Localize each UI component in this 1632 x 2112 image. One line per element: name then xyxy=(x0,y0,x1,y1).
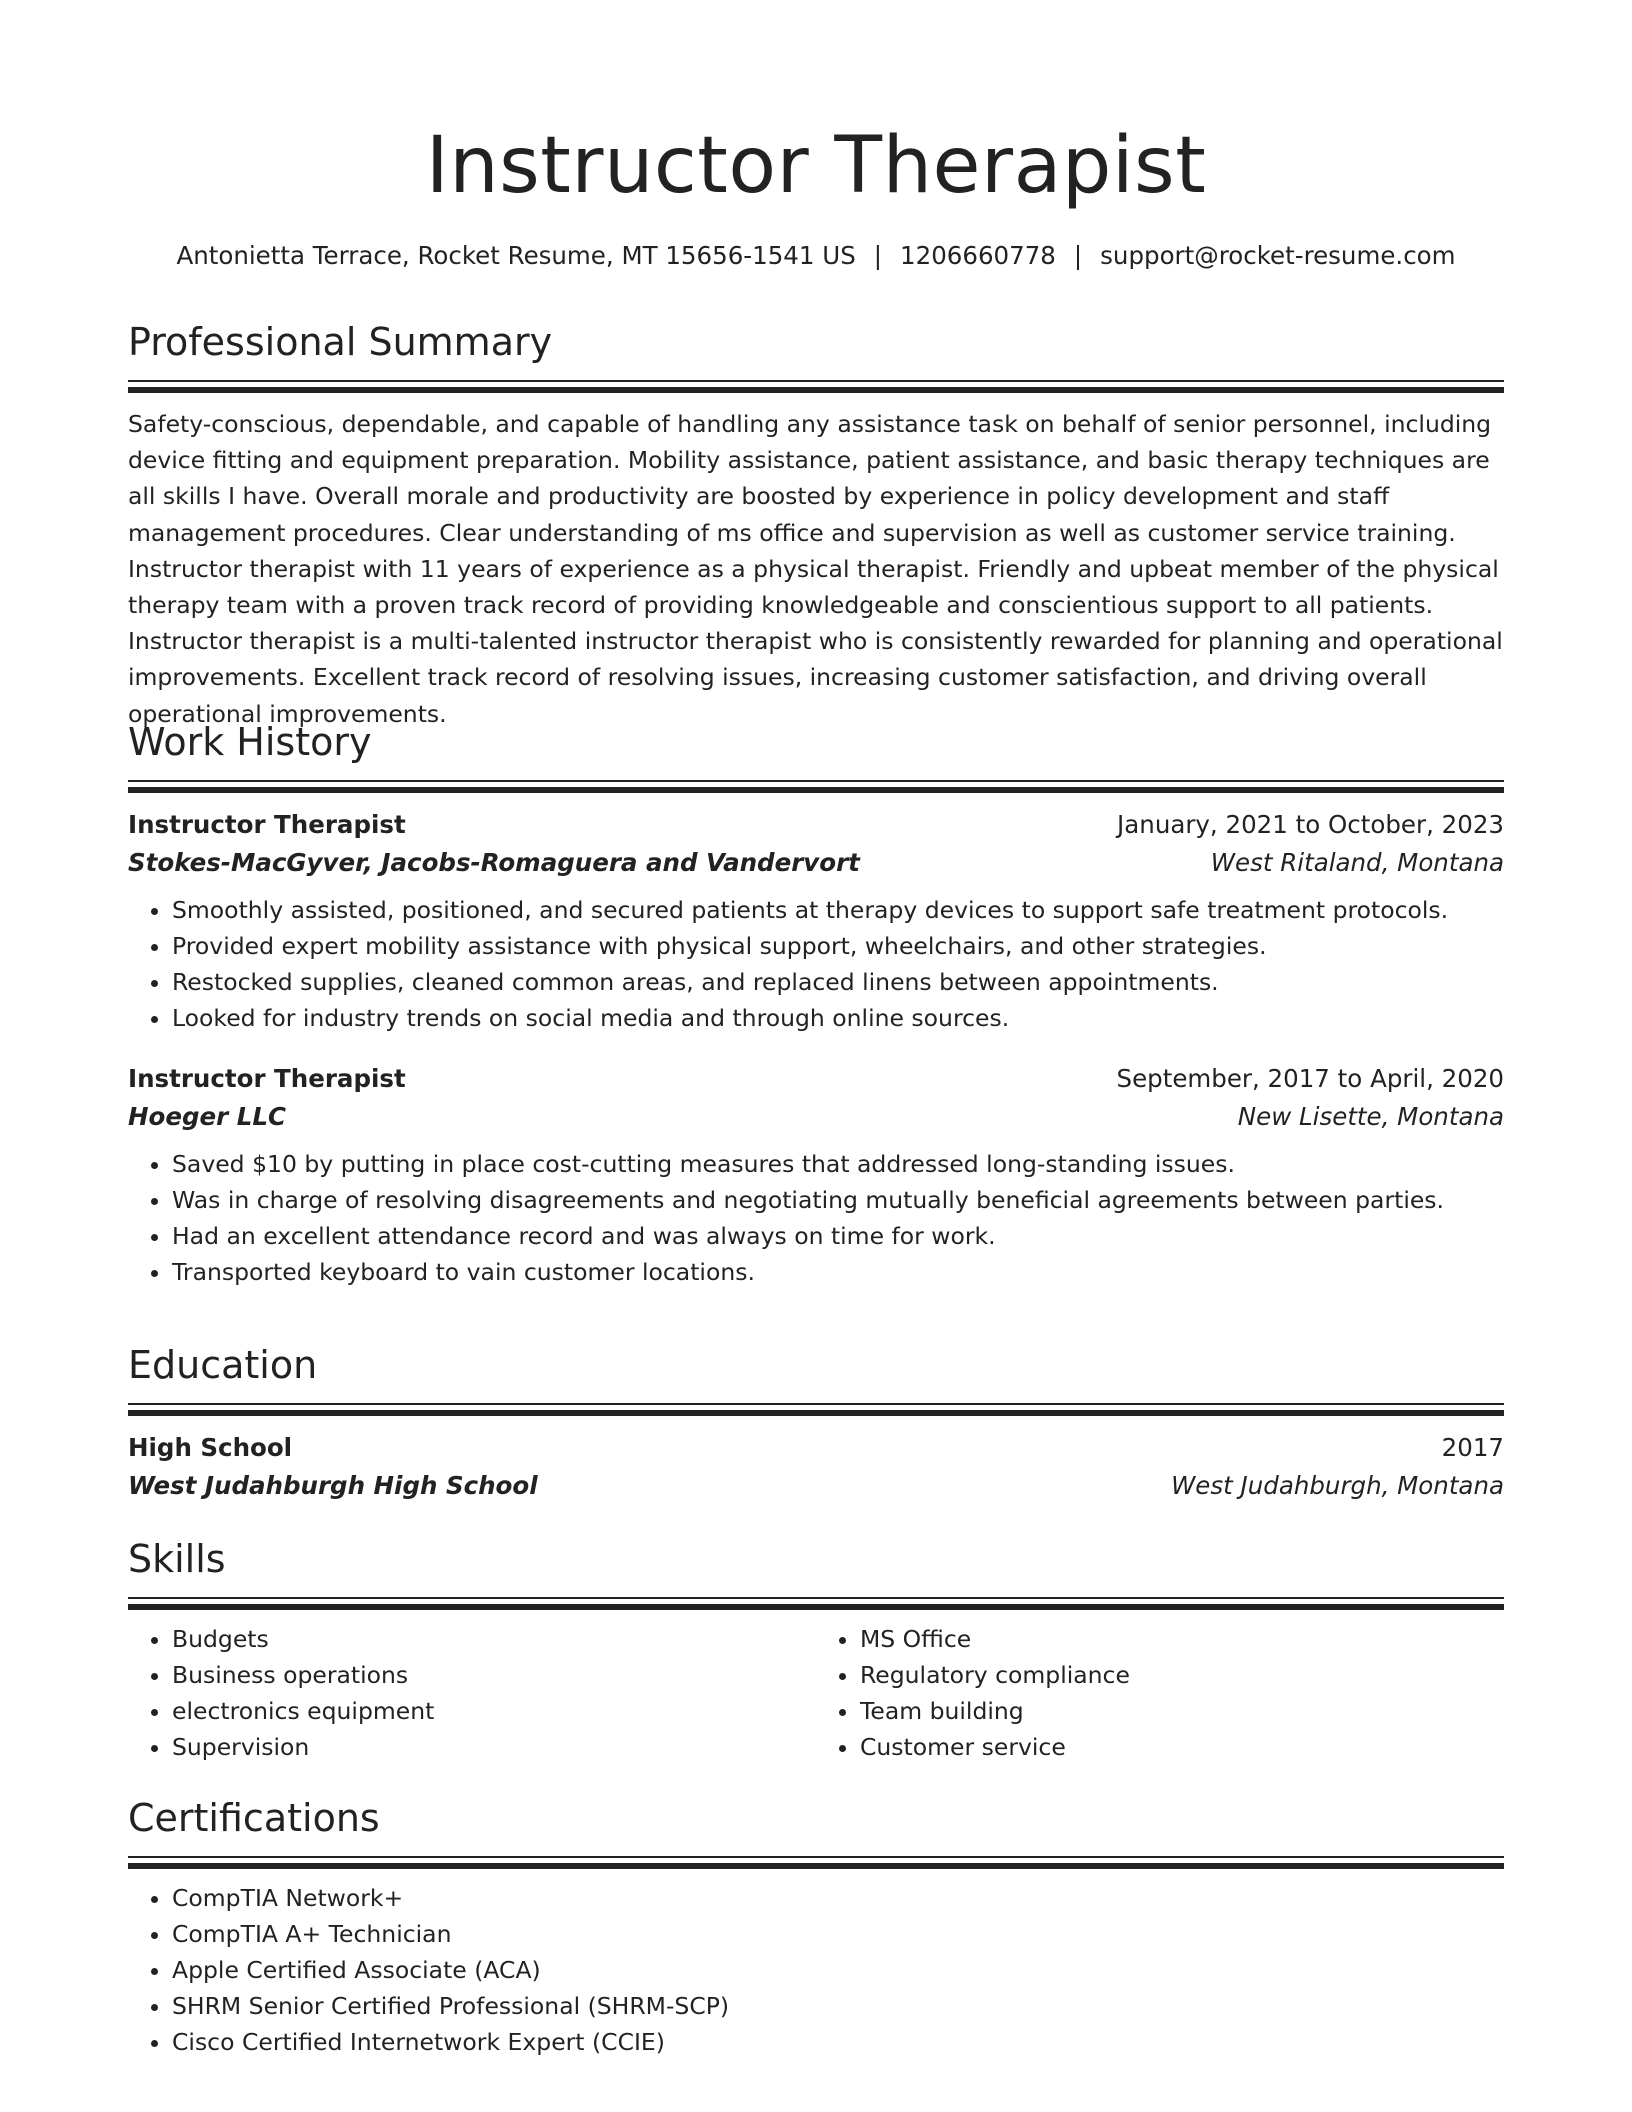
job-location: West Ritaland, Montana xyxy=(1210,848,1504,877)
list-item: • Smoothly assisted, positioned, and secured patients at therapy devices to support safe treatment protocols. xyxy=(172,892,1504,928)
list-item: • Regulatory compliance xyxy=(860,1657,1504,1693)
section-divider xyxy=(128,780,1504,794)
job-bullets xyxy=(128,892,1504,1036)
list-item: • electronics equipment xyxy=(172,1693,816,1729)
list-item: • Apple Certified Associate (ACA) xyxy=(172,1952,1504,1988)
contact-separator: | xyxy=(873,241,883,270)
job-company: Stokes-MacGyver, Jacobs-Romaguera and Vandervort xyxy=(128,848,860,877)
skills-list-left xyxy=(128,1621,816,1765)
list-item: • Supervision xyxy=(172,1729,816,1765)
contact-email: support@rocket-resume.com xyxy=(1100,241,1456,270)
job-header-row xyxy=(128,1060,1504,1098)
skills-list-right xyxy=(816,1621,1504,1765)
summary-heading: Professional Summary xyxy=(128,320,553,364)
education-header-row xyxy=(128,1429,1504,1467)
list-item: • Team building xyxy=(860,1693,1504,1729)
contact-address: Antonietta Terrace, Rocket Resume, MT 15656-1541 US xyxy=(176,241,856,270)
list-item: • MS Office xyxy=(860,1621,1504,1657)
job-entry xyxy=(128,806,1504,1036)
list-item: • Provided expert mobility assistance with physical support, wheelchairs, and other strategies. xyxy=(172,928,1504,964)
section-divider xyxy=(128,1403,1504,1417)
list-item: • Transported keyboard to vain customer locations. xyxy=(172,1254,1504,1290)
job-dates: September, 2017 to April, 2020 xyxy=(1116,1064,1504,1093)
education-section xyxy=(128,1341,1504,1505)
job-company: Hoeger LLC xyxy=(128,1102,286,1131)
certifications-heading: Certifications xyxy=(128,1796,380,1840)
list-item: • Business operations xyxy=(172,1657,816,1693)
job-title: Instructor Therapist xyxy=(128,1064,406,1093)
certifications-section xyxy=(128,1794,1504,2060)
work-history-heading: Work History xyxy=(128,720,372,764)
job-title: Instructor Therapist xyxy=(128,810,406,839)
job-bullets xyxy=(128,1146,1504,1290)
work-history-section xyxy=(128,718,1504,1290)
job-dates: January, 2021 to October, 2023 xyxy=(1117,810,1504,839)
skills-heading: Skills xyxy=(128,1537,226,1581)
section-divider xyxy=(128,380,1504,394)
section-divider xyxy=(128,1597,1504,1611)
education-location: West Judahburgh, Montana xyxy=(1171,1471,1504,1500)
list-item: • CompTIA A+ Technician xyxy=(172,1916,1504,1952)
skills-section xyxy=(128,1535,1504,1765)
job-company-row xyxy=(128,844,1504,882)
education-school-row xyxy=(128,1467,1504,1505)
summary-text: Safety-conscious, dependable, and capable of handling any assistance task on behalf of senior personnel, including device fitting and equipment preparation. Mobility assistance, patient assistance, and basic therapy techniques are all skills I have. Overall morale and productivity are boosted by experience in policy development and staff management procedures. Clear understanding of ms office and supervision as well as customer service training. Instructor therapist with 11 years of experience as a physical therapist. Friendly and upbeat member of the physical therapy team with a proven track record of providing knowledgeable and conscientious support to all patients. Instructor therapist is a multi-talented instructor therapist who is consistently rewarded for planning and operational improvements. Excellent track record of resolving issues, increasing customer satisfaction, and driving overall operational improvements. xyxy=(128,410,1503,728)
education-heading: Education xyxy=(128,1343,318,1387)
job-location: New Lisette, Montana xyxy=(1237,1102,1504,1131)
list-item: • Cisco Certified Internetwork Expert (CCIE) xyxy=(172,2024,1504,2060)
list-item: • Had an excellent attendance record and was always on time for work. xyxy=(172,1218,1504,1254)
list-item: • Customer service xyxy=(860,1729,1504,1765)
resume-name: Instructor Therapist xyxy=(425,121,1207,211)
list-item: • Looked for industry trends on social media and through online sources. xyxy=(172,1000,1504,1036)
list-item: • SHRM Senior Certified Professional (SHRM-SCP) xyxy=(172,1988,1504,2024)
contact-separator: | xyxy=(1073,241,1083,270)
education-school: West Judahburgh High School xyxy=(128,1471,538,1500)
list-item: • CompTIA Network+ xyxy=(172,1880,1504,1916)
job-company-row xyxy=(128,1098,1504,1136)
list-item: • Was in charge of resolving disagreements and negotiating mutually beneficial agreements between parties. xyxy=(172,1182,1504,1218)
list-item: • Saved $10 by putting in place cost-cutting measures that addressed long-standing issues. xyxy=(172,1146,1504,1182)
job-header-row xyxy=(128,806,1504,844)
certifications-list xyxy=(128,1880,1504,2060)
list-item: • Budgets xyxy=(172,1621,816,1657)
contact-phone: 1206660778 xyxy=(900,241,1056,270)
list-item: • Restocked supplies, cleaned common areas, and replaced linens between appointments. xyxy=(172,964,1504,1000)
job-entry xyxy=(128,1060,1504,1290)
section-divider xyxy=(128,1856,1504,1870)
skills-grid xyxy=(128,1619,1504,1765)
summary-section xyxy=(128,318,1504,732)
education-year: 2017 xyxy=(1441,1433,1504,1462)
education-degree: High School xyxy=(128,1433,293,1462)
contact-line xyxy=(128,238,1504,274)
